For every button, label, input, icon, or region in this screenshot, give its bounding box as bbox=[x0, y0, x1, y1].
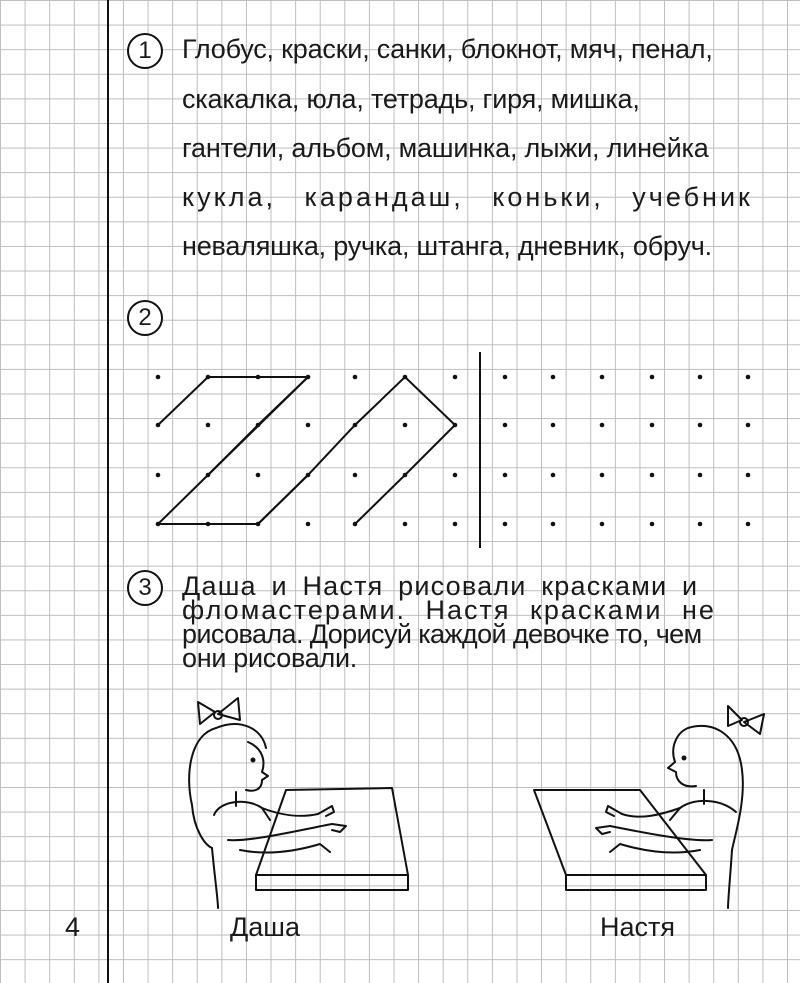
grid-dot bbox=[600, 522, 605, 527]
task-3-line-2: фломастерами. Настя красками не bbox=[182, 595, 716, 625]
grid-dot bbox=[503, 473, 508, 478]
grid-dot bbox=[650, 522, 655, 527]
grid-dot bbox=[403, 423, 408, 428]
grid-dot bbox=[600, 423, 605, 428]
grid-dot bbox=[551, 522, 556, 527]
grid-dot bbox=[600, 473, 605, 478]
dot-grid-points bbox=[156, 375, 751, 527]
grid-dot bbox=[650, 473, 655, 478]
nastya-face bbox=[668, 762, 696, 786]
nastya-table bbox=[534, 790, 706, 875]
task-3-line-4: они рисовали. bbox=[182, 643, 357, 673]
task-2-number: 2 bbox=[127, 300, 163, 336]
task-1-line-2: скакалка, юла, тетрадь, гиря, мишка, bbox=[182, 84, 640, 114]
grid-dot bbox=[746, 375, 751, 380]
grid-dot bbox=[698, 375, 703, 380]
grid-dot bbox=[353, 375, 358, 380]
task-3-number: 3 bbox=[127, 570, 163, 606]
grid-dot bbox=[600, 375, 605, 380]
grid-dot bbox=[453, 522, 458, 527]
grid-dot bbox=[353, 473, 358, 478]
grid-dot bbox=[746, 473, 751, 478]
grid-dot bbox=[306, 522, 311, 527]
dasha-hair-top bbox=[216, 724, 266, 748]
grid-dot bbox=[746, 522, 751, 527]
grid-dot bbox=[551, 423, 556, 428]
dasha-bow-left bbox=[198, 702, 215, 724]
dasha-table bbox=[256, 788, 408, 875]
task-1-line-3: гантели, альбом, машинка, лыжи, линейка bbox=[182, 133, 709, 163]
grid-dot bbox=[503, 522, 508, 527]
grid-dot bbox=[698, 473, 703, 478]
grid-dot bbox=[551, 473, 556, 478]
nastya-arm-upper bbox=[622, 808, 680, 817]
task-1-line-5: неваляшка, ручка, штанга, дневник, обруч. bbox=[182, 231, 712, 261]
grid-dot bbox=[503, 375, 508, 380]
task-3-line-1: Даша и Настя рисовали красками и bbox=[182, 571, 699, 601]
pattern-shape-2 bbox=[258, 377, 455, 524]
dasha-collar bbox=[214, 802, 270, 820]
task-1-number: 1 bbox=[127, 33, 163, 69]
pattern-sample bbox=[158, 377, 455, 524]
grid-dot bbox=[503, 423, 508, 428]
task-1-line-4: кукла, карандаш, коньки, учебник bbox=[182, 182, 753, 212]
grid-dot bbox=[206, 423, 211, 428]
grid-dot bbox=[403, 522, 408, 527]
grid-dot bbox=[650, 423, 655, 428]
grid-dot bbox=[306, 423, 311, 428]
grid-dot bbox=[698, 423, 703, 428]
grid-dot bbox=[156, 473, 161, 478]
dasha-arm-lower bbox=[228, 824, 332, 840]
pattern-diagonal-1 bbox=[208, 377, 308, 475]
grid-dot bbox=[650, 375, 655, 380]
grid-dot bbox=[551, 375, 556, 380]
dasha-arm-upper bbox=[262, 808, 318, 816]
task-3-text bbox=[182, 571, 794, 673]
grid-dot bbox=[698, 522, 703, 527]
nastya-arm-lower bbox=[610, 826, 712, 840]
girl-name-nastya: Настя bbox=[600, 912, 676, 942]
girl-name-dasha: Даша bbox=[230, 912, 300, 942]
nastya-hair bbox=[688, 726, 743, 850]
girl-dasha-illustration bbox=[189, 698, 408, 908]
task-1-line-1: Глобус, краски, санки, блокнот, мяч, пенал, bbox=[182, 34, 713, 64]
grid-dot bbox=[256, 473, 261, 478]
dasha-hair bbox=[189, 728, 216, 848]
page-number: 4 bbox=[65, 912, 81, 942]
grid-dot bbox=[453, 375, 458, 380]
grid-dot bbox=[746, 423, 751, 428]
task-3-line-3: рисовала. Дорисуй каждой девочке то, чем bbox=[182, 619, 702, 649]
dasha-face bbox=[246, 742, 268, 791]
girl-nastya-illustration bbox=[534, 706, 764, 908]
grid-dot bbox=[156, 375, 161, 380]
grid-dot bbox=[453, 473, 458, 478]
